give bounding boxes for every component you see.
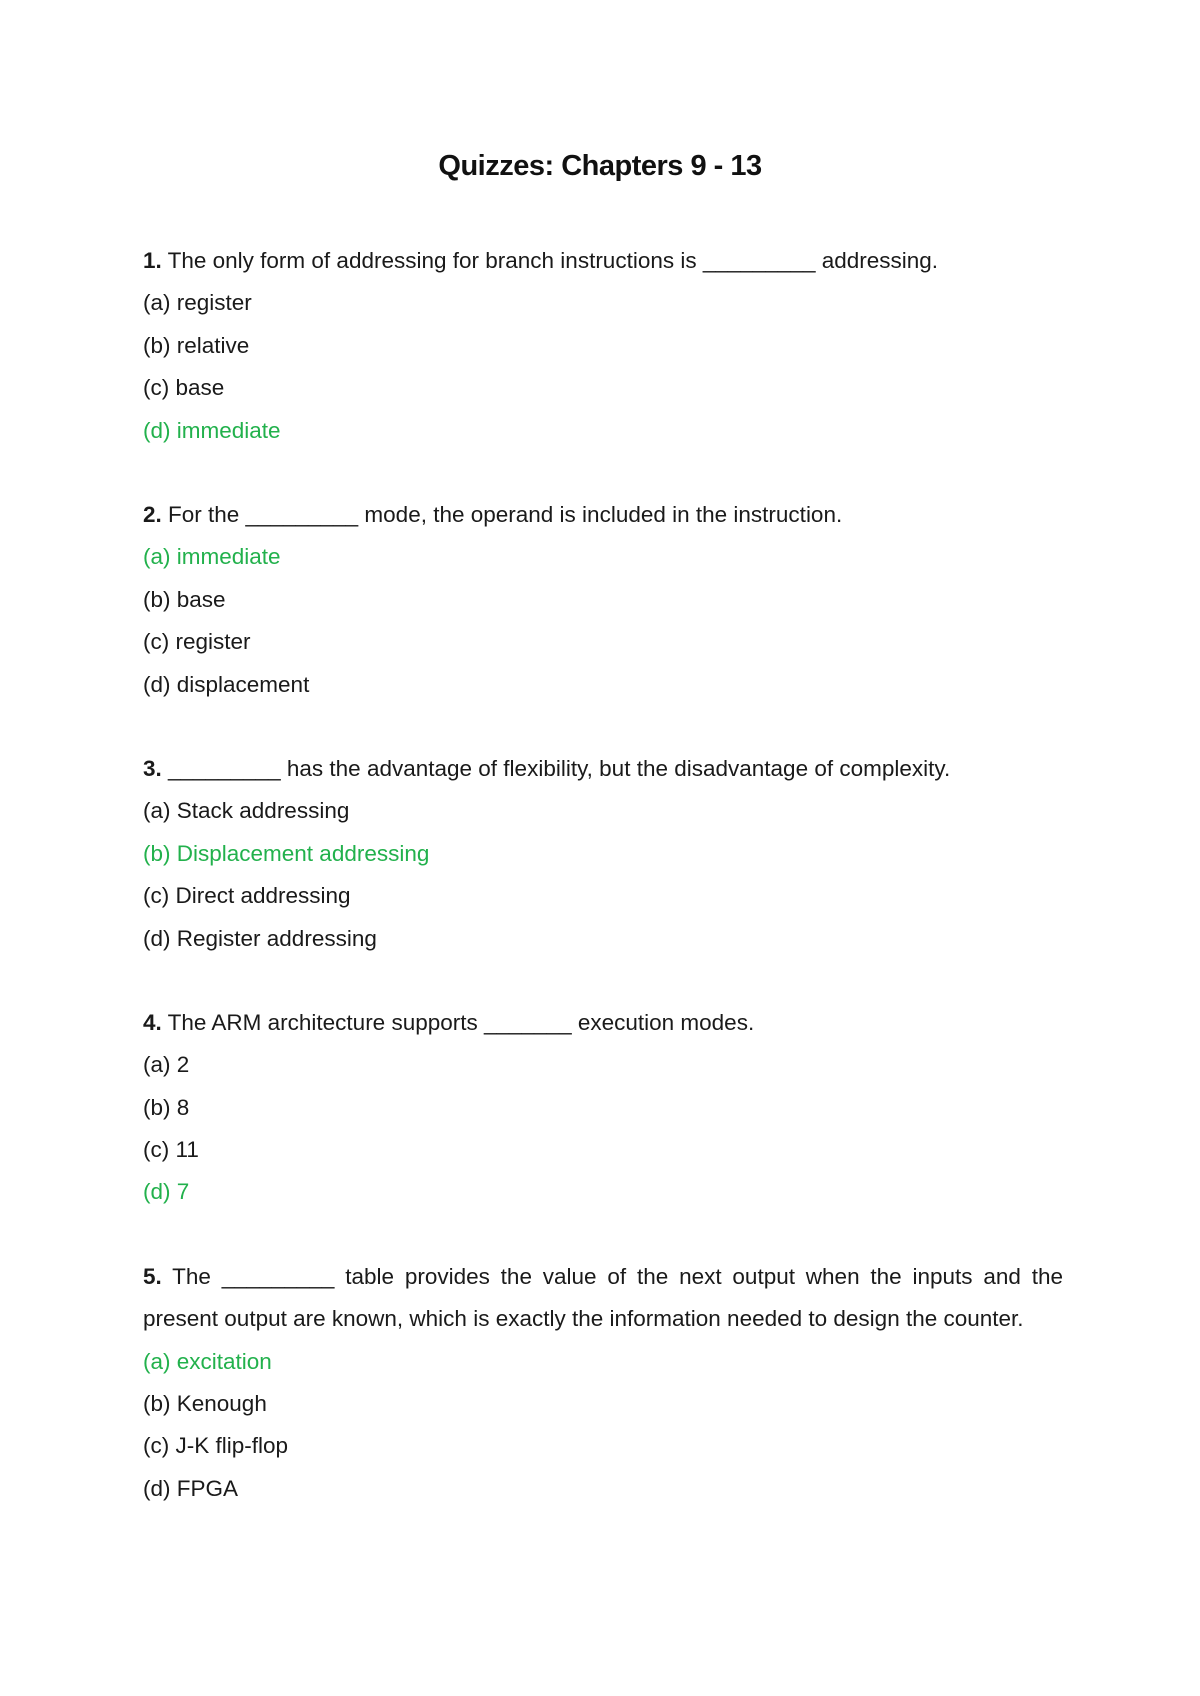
question-prompt: The _________ table provides the value of the next output when the inputs and the present output are known, which is exactly the information needed to design the counter. bbox=[143, 1263, 1063, 1332]
correct-answer-option: (d) immediate bbox=[143, 417, 281, 443]
question-3 bbox=[143, 748, 1063, 960]
quiz-content bbox=[143, 240, 1063, 1552]
answer-option: (c) 11 bbox=[143, 1137, 199, 1163]
question-4 bbox=[143, 1002, 1063, 1214]
question-text bbox=[143, 1256, 1063, 1341]
answer-option: (d) displacement bbox=[143, 671, 310, 697]
answer-option: (a) Stack addressing bbox=[143, 798, 350, 824]
question-number: 1. bbox=[143, 248, 162, 273]
answer-option: (c) J-K flip-flop bbox=[143, 1433, 289, 1459]
question-number: 2. bbox=[143, 501, 162, 527]
question-text bbox=[143, 494, 1063, 536]
question-5 bbox=[143, 1256, 1063, 1510]
question-number: 3. bbox=[143, 755, 162, 781]
answer-option: (c) base bbox=[143, 375, 225, 401]
answer-option: (b) base bbox=[143, 586, 226, 612]
question-prompt: The ARM architecture supports _______ execution modes. bbox=[161, 1009, 755, 1035]
answer-option: (b) Kenough bbox=[143, 1391, 267, 1417]
question-prompt: _________ has the advantage of flexibility, but the disadvantage of complexity. bbox=[161, 755, 951, 781]
answer-option: (d) Register addressing bbox=[143, 925, 377, 951]
answer-option: (c) Direct addressing bbox=[143, 883, 351, 909]
correct-answer-option: (b) Displacement addressing bbox=[143, 840, 430, 866]
answer-option: (a) register bbox=[143, 290, 252, 316]
question-text bbox=[143, 1002, 1063, 1044]
answer-option: (c) register bbox=[143, 629, 251, 655]
question-1 bbox=[143, 240, 1063, 452]
answer-option: (d) FPGA bbox=[143, 1475, 239, 1501]
answer-option: (b) relative bbox=[143, 332, 250, 358]
question-2 bbox=[143, 494, 1063, 706]
question-number: 4. bbox=[143, 1009, 162, 1035]
question-number: 5. bbox=[143, 1263, 162, 1289]
question-prompt: The only form of addressing for branch instructions is _________ addressing. bbox=[161, 248, 939, 273]
answer-option: (b) 8 bbox=[143, 1094, 190, 1120]
document-title: Quizzes: Chapters 9 - 13 bbox=[438, 150, 762, 182]
question-text bbox=[143, 240, 1063, 282]
question-text bbox=[143, 748, 1063, 790]
question-prompt: For the _________ mode, the operand is included in the instruction. bbox=[161, 501, 843, 527]
correct-answer-option: (a) excitation bbox=[143, 1348, 272, 1374]
correct-answer-option: (d) 7 bbox=[143, 1179, 190, 1205]
correct-answer-option: (a) immediate bbox=[143, 544, 281, 570]
answer-option: (a) 2 bbox=[143, 1052, 190, 1078]
